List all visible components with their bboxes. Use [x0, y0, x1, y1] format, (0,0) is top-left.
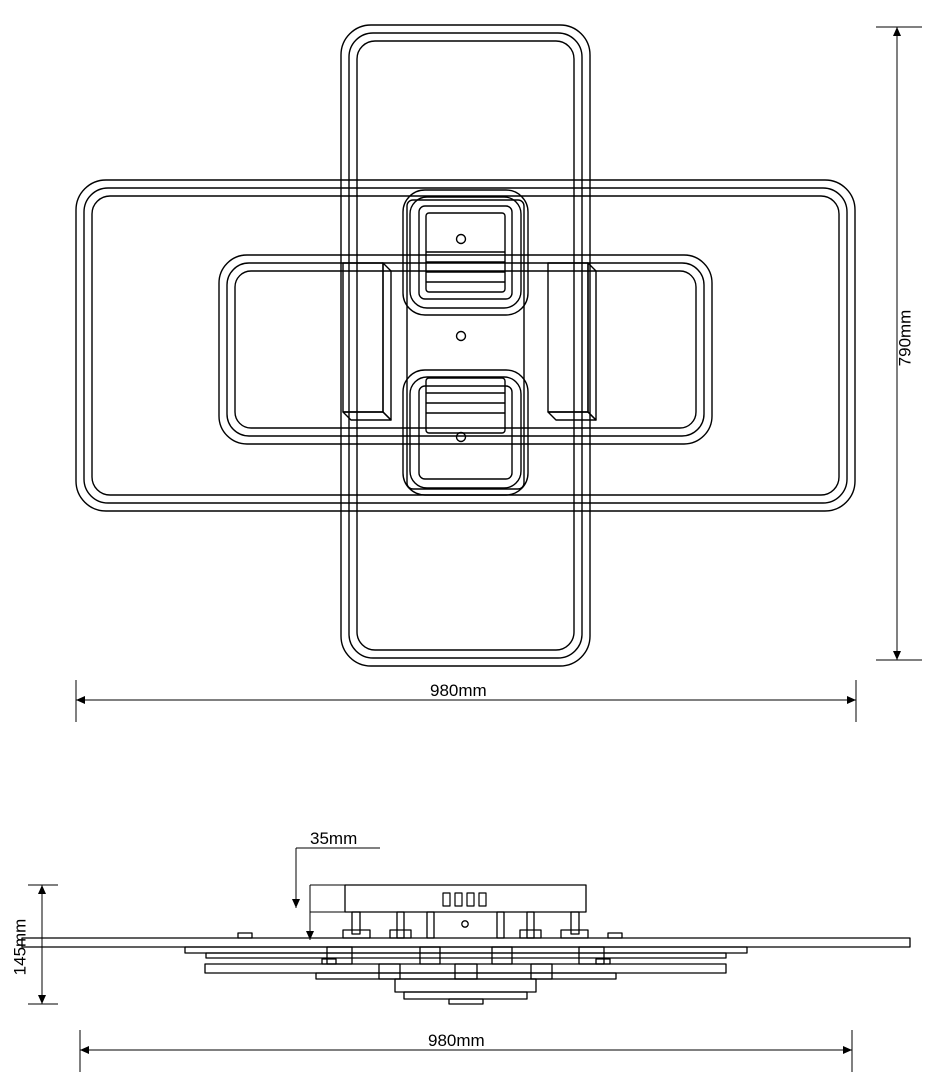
side-view-geometry [22, 885, 910, 1004]
top-view-geometry [76, 25, 855, 666]
dimension-label-top-view-width: 980mm [430, 681, 487, 700]
dimension-label-side-view-width: 980mm [428, 1031, 485, 1050]
dimension-lines-top [76, 27, 922, 722]
dimension-label-top-view-height: 790mm [895, 309, 915, 367]
dimension-label-mount-plate-height: 35mm [310, 829, 358, 848]
dimension-label-side-view-height: 145mm [10, 918, 30, 976]
